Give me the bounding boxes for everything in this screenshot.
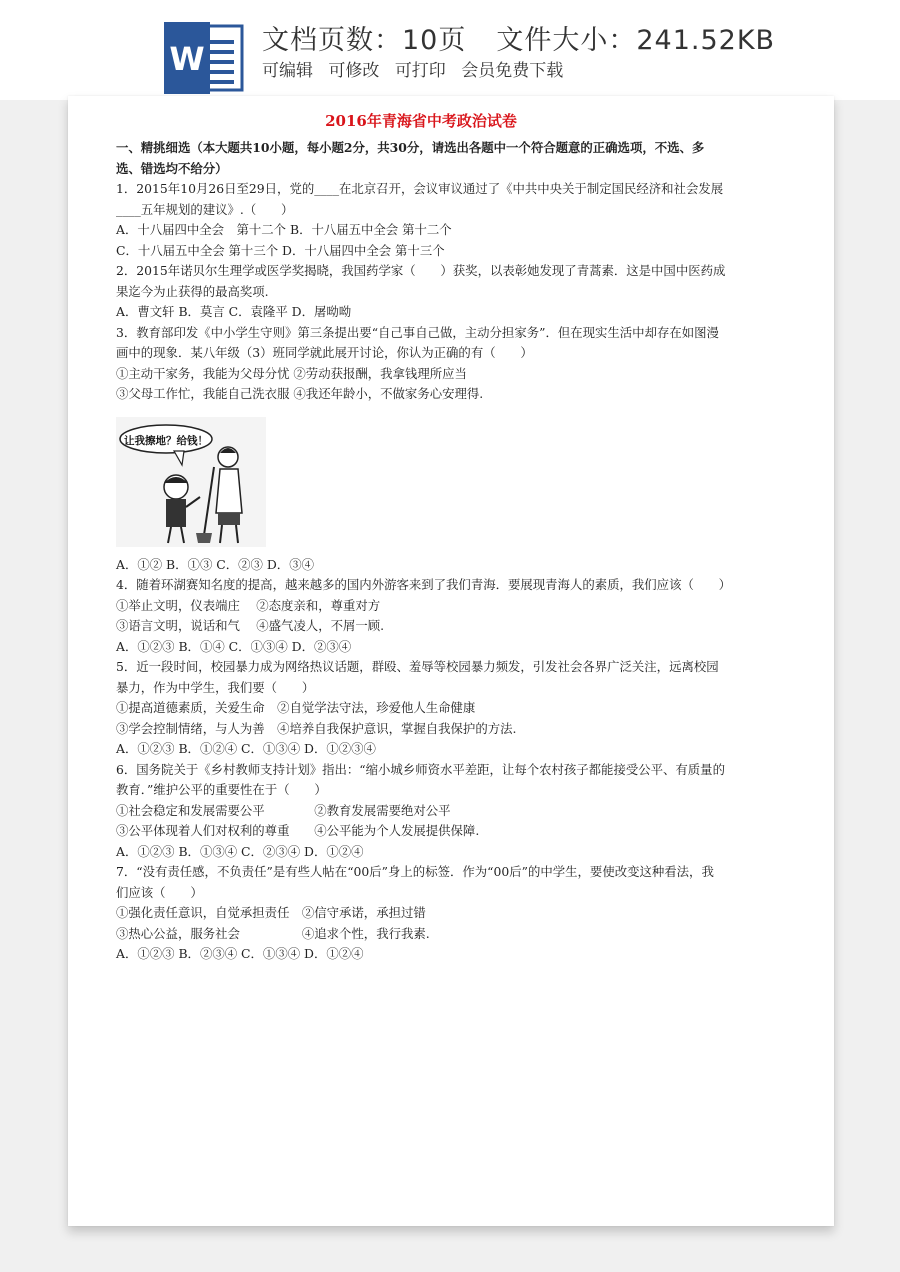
question-5-statements-34: ③学会控制情绪，与人为善 ④培养自我保护意识，掌握自我保护的方法.	[116, 720, 517, 736]
question-2-options: A．曹文轩 B．莫言 C．袁隆平 D．屠呦呦	[116, 304, 352, 319]
word-icon-letter: W	[169, 40, 205, 78]
question-7-stem: 7．“没有责任感，不负责任”是有些人帖在“00后”身上的标签．作为“00后”的中学生，要使改变这种看法，我们应该（ ）	[116, 864, 714, 900]
document-title: 2016年青海省中考政治试卷	[325, 112, 517, 130]
feature-member-download: 会员免费下载	[461, 61, 564, 81]
question-6-stem: 6．国务院关于《乡村教师支持计划》指出：“缩小城乡师资水平差距，让每个农村孩子都能接受公平、有质量的教育．”维护公平的重要性在于（ ）	[116, 761, 725, 797]
page-count-label: 文档页数：10页	[262, 25, 467, 56]
banner-title	[262, 18, 775, 57]
question-7-options: A．①②③ B．②③④ C．①③④ D．①②④	[116, 946, 364, 961]
question-3-statements-12: ①主动干家务，我能为父母分忧 ②劳动获报酬，我拿钱理所应当	[116, 365, 467, 381]
question-6-statements-12: ①社会稳定和发展需要公平 ②教育发展需要绝对公平	[116, 802, 451, 818]
download-banner	[0, 0, 900, 100]
question-3-stem: 3．教育部印发《中小学生守则》第三条提出要“自己事自己做，主动分担家务”．但在现实生活中却存在如图漫画中的现象．某八年级（3）班同学就此展开讨论，你认为正确的有（ ）	[116, 324, 719, 360]
question-1-options-cd: C．十八届五中全会 第十三个 D．十八届四中全会 第十三个	[116, 242, 445, 258]
question-6-options: A．①②③ B．①③④ C．②③④ D．①②④	[116, 843, 364, 859]
question-4-statements-34: ③语言文明，说话和气 ④盛气凌人，不屑一顾.	[116, 618, 385, 633]
question-2-stem: 2．2015年诺贝尔生理学或医学奖揭晓，我国药学家（ ）获奖，以表彰她发现了青蒿素．这是中国中医药成果迄今为止获得的最高奖项.	[116, 263, 726, 299]
feature-editable: 可编辑	[262, 61, 313, 81]
question-3-options: A．①② B．①③ C．②③ D．③④	[116, 556, 314, 572]
question-5-options: A．①②③ B．①②④ C．①③④ D．①②③④	[116, 741, 376, 756]
feature-printable: 可打印	[394, 61, 446, 81]
question-7-statements-34: ③热心公益，服务社会 ④追求个性，我行我素.	[116, 925, 430, 941]
question-4-stem: 4．随着环湖赛知名度的提高，越来越多的国内外游客来到了我们青海．要展现青海人的素质，我们应该（ ）	[116, 577, 732, 592]
file-size-label: 文件大小：241.52KB	[496, 25, 776, 56]
word-document-icon	[164, 22, 244, 94]
question-3-cartoon	[116, 405, 726, 555]
question-4-statements-12: ①举止文明，仪表端庄 ②态度亲和，尊重对方	[116, 597, 381, 613]
cartoon-speech-text: 让我擦地？给钱！	[124, 434, 208, 447]
question-3-statements-34: ③父母工作忙，我能自己洗衣服 ④我还年龄小，不做家务心安理得.	[116, 386, 484, 401]
question-1-stem: 1．2015年10月26日至29日，党的____在北京召开，会议审议通过了《中共中央关于制定国民经济和社会发展____五年规划的建议》.（ ）	[116, 181, 724, 217]
feature-modifiable: 可修改	[328, 61, 380, 81]
question-5-stem: 5．近一段时间，校园暴力成为网络热议话题，群殴、羞辱等校园暴力频发，引发社会各界广泛关注，远离校园暴力，作为中学生，我们要（ ）	[116, 659, 719, 695]
question-4-options: A．①②③ B．①④ C．①③④ D．②③④	[116, 638, 352, 654]
section-heading: 一、精挑细选（本大题共10小题，每小题2分，共30分，请选出各题中一个符合题意的正确选项，不选、多选、错选均不给分）	[116, 140, 705, 176]
document-body	[116, 110, 732, 965]
question-7-statements-12: ①强化责任意识，自觉承担责任 ②信守承诺，承担过错	[116, 905, 426, 920]
question-5-statements-12: ①提高道德素质，关爱生命 ②自觉学法守法，珍爱他人生命健康	[116, 700, 476, 715]
feature-list	[262, 56, 573, 81]
question-1-options-ab: A．十八届四中全会 第十二个 B．十八届五中全会 第十二个	[116, 222, 452, 237]
question-6-statements-34: ③公平体现着人们对权利的尊重 ④公平能为个人发展提供保障.	[116, 823, 480, 838]
